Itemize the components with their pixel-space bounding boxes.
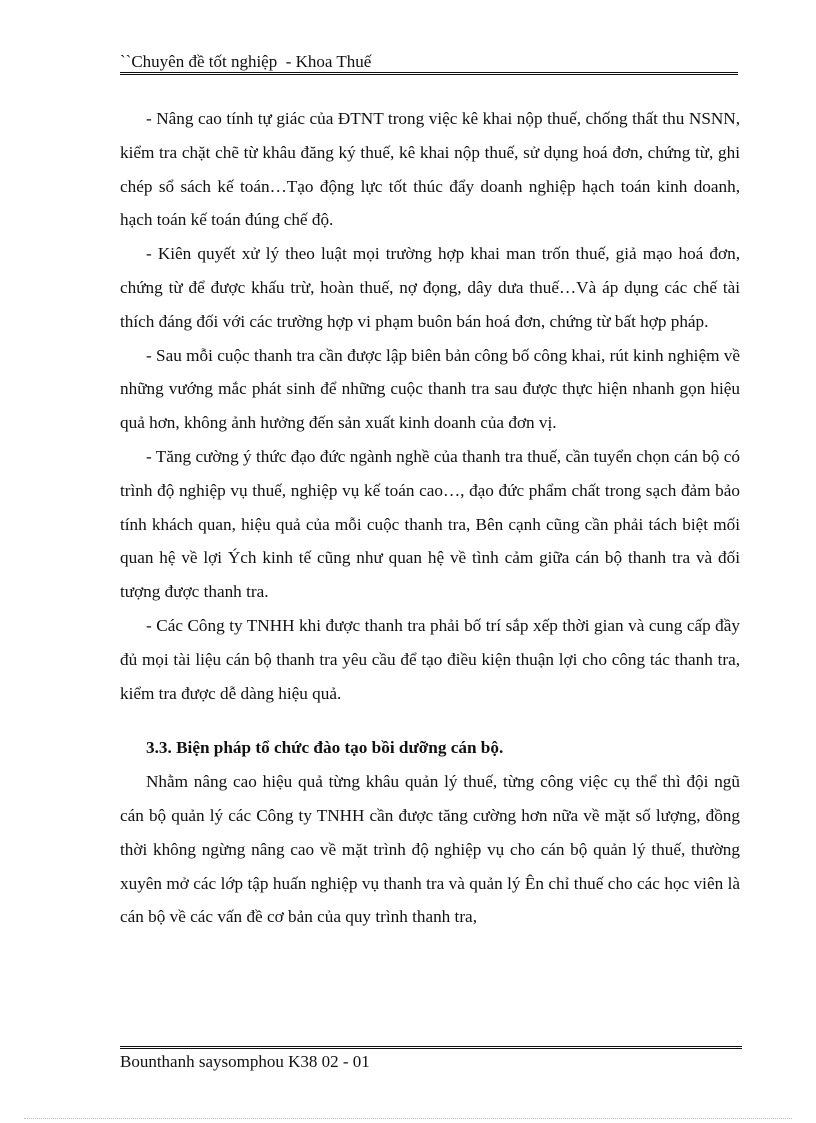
section-paragraph: Nhằm nâng cao hiệu quả từng khâu quản lý thuế, từng công việc cụ thể thì đội ngũ cán bộ quản lý các Công ty TNHH cần được tăng cường hơn nữa về mặt số lượng, đồng thời không ngừng nâng cao về mặt trình độ nghiệp vụ cho cán bộ quản lý thuế, thường xuyên mở các lớp tập huấn nghiệp vụ thanh tra và quản lý Ên chỉ thuế cho các học viên là cán bộ về các vấn đề cơ bản của quy trình thanh tra, [120,772,740,927]
paragraph-5: - Các Công ty TNHH khi được thanh tra phải bố trí sắp xếp thời gian và cung cấp đầy đủ mọi tài liệu cán bộ thanh tra yêu cầu để tạo điều kiện thuận lợi cho công tác thanh tra, kiểm tra được dễ dàng hiệu quả. [120,615,740,703]
page-edge-divider [24,1118,792,1119]
footer-rule [120,1046,742,1049]
document-body [120,102,740,934]
header-rule [120,72,738,75]
section-heading: 3.3. Biện pháp tổ chức đào tạo bồi dưỡng cán bộ. [146,738,504,758]
page-footer: Bounthanh saysomphou K38 02 - 01 [120,1052,370,1071]
paragraph-1: - Nâng cao tính tự giác của ĐTNT trong việc kê khai nộp thuế, chống thất thu NSNN, kiểm tra chặt chẽ từ khâu đăng ký thuế, kê khai nộp thuế, sử dụng hoá đơn, chứng từ, ghi chép sổ sách kế toán…Tạo động lực tốt thúc đẩy doanh nghiệp hạch toán kinh doanh, hạch toán kế toán đúng chế độ. [120,109,740,230]
page-header: ``Chuyên đề tốt nghiệp - Khoa Thuế [120,52,372,71]
paragraph-2: - Kiên quyết xử lý theo luật mọi trường hợp khai man trốn thuế, giả mạo hoá đơn, chứng từ để được khấu trừ, hoàn thuế, nợ đọng, dây dưa thuế…Và áp dụng các chế tài thích đáng đối với các trường hợp vi phạm buôn bán hoá đơn, chứng từ bất hợp pháp. [120,244,740,331]
paragraph-4: - Tăng cường ý thức đạo đức ngành nghề của thanh tra thuế, cần tuyển chọn cán bộ có trình độ nghiệp vụ thuế, nghiệp vụ kế toán cao…, đạo đức phẩm chất trong sạch đảm bảo tính khách quan, hiệu quả của mỗi cuộc thanh tra, Bên cạnh cũng cần phải tách biệt mối quan hệ về lợi Ých kinh tế cũng như quan hệ về tình cảm giữa cán bộ thanh tra và đối tượng được thanh tra. [120,446,740,602]
paragraph-3: - Sau mỗi cuộc thanh tra cần được lập biên bản công bố công khai, rút kinh nghiệm về những vướng mắc phát sinh để những cuộc thanh tra sau được thực hiện nhanh gọn hiệu quả hơn, không ảnh hưởng đến sản xuất kinh doanh của đơn vị. [120,345,740,433]
